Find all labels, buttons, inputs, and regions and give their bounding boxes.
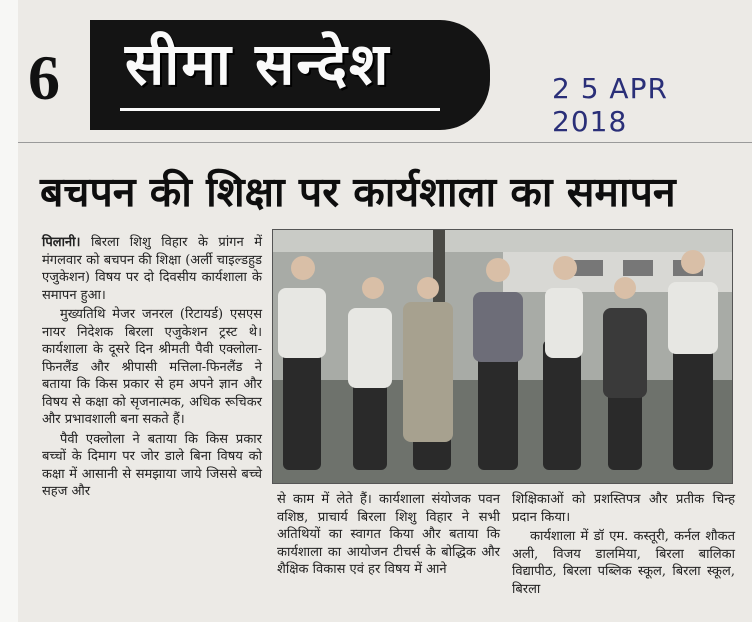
article-paragraph: मुख्यतिथि मेजर जनरल (रिटायर्ड) एसएस नायर निदेशक बिरला एजुकेशन ट्रस्ट थे। कार्यशाला के दूसरे दिन श्रीमती पैवी एक्लोला-फिनलैंड और श्रीपासी मत्तिला-फिनलैंड ने बताया कि किस प्रकार से हम अपने ज्ञान और विषय से कक्षा को सृजनात्मक, अधिक रूचिकर और प्रभावशाली बना सकते हैं। bbox=[42, 307, 262, 427]
paragraph-text: बिरला शिशु विहार के प्रांगन में मंगलवार को बचपन की शिक्षा (अर्ली चाइल्डहुड एजुकेशन) विषय पर दो दिवसीय कार्यशाला के समापन हुआ। bbox=[42, 235, 262, 303]
newspaper-title: सीमा सन्देश bbox=[125, 30, 391, 98]
article-column-1 bbox=[42, 234, 262, 503]
date-stamp: 2 5 APR 2018 bbox=[552, 72, 668, 138]
headline: बचपन की शिक्षा पर कार्यशाला का समापन bbox=[40, 168, 676, 216]
article-paragraph: पैवी एक्लोला ने बताया कि किस प्रकार बच्चों के दिमाग पर जोर डाले बिना विषय को कक्षा में आसानी से समझाया जाये जिससे बच्चे सहज और bbox=[42, 431, 262, 499]
page-number: 6 bbox=[28, 42, 60, 113]
article-paragraph: शिक्षिकाओं को प्रशस्तिपत्र और प्रतीक चिन्ह प्रदान किया। bbox=[512, 492, 735, 525]
group-photo bbox=[272, 229, 733, 484]
article-paragraph bbox=[42, 234, 262, 304]
dateline: पिलानी। bbox=[42, 235, 81, 250]
article-paragraph: से काम में लेते हैं। कार्यशाला संयोजक पवन वशिष्ठ, प्राचार्य बिरला शिशु विहार ने सभी अतिथियों का स्वागत किया और बताया कि कार्यशाला का आयोजन टीचर्स के बोद्धिक और शैक्षिक विकास एवं हर विषय में आने bbox=[277, 492, 500, 577]
article-column-2 bbox=[277, 491, 500, 581]
article-column-3 bbox=[512, 491, 735, 600]
divider bbox=[18, 142, 752, 143]
masthead-underline bbox=[120, 108, 440, 111]
group-photo-icon bbox=[273, 230, 732, 483]
article-paragraph: कार्यशाला में डॉ एम. कस्तूरी, कर्नल शौकत अली, विजय डालमिया, बिरला बालिका विद्यापीठ, बिरला पब्लिक स्कूल, बिरला स्कूल, बिरला bbox=[512, 529, 735, 597]
page-edge bbox=[0, 0, 18, 622]
